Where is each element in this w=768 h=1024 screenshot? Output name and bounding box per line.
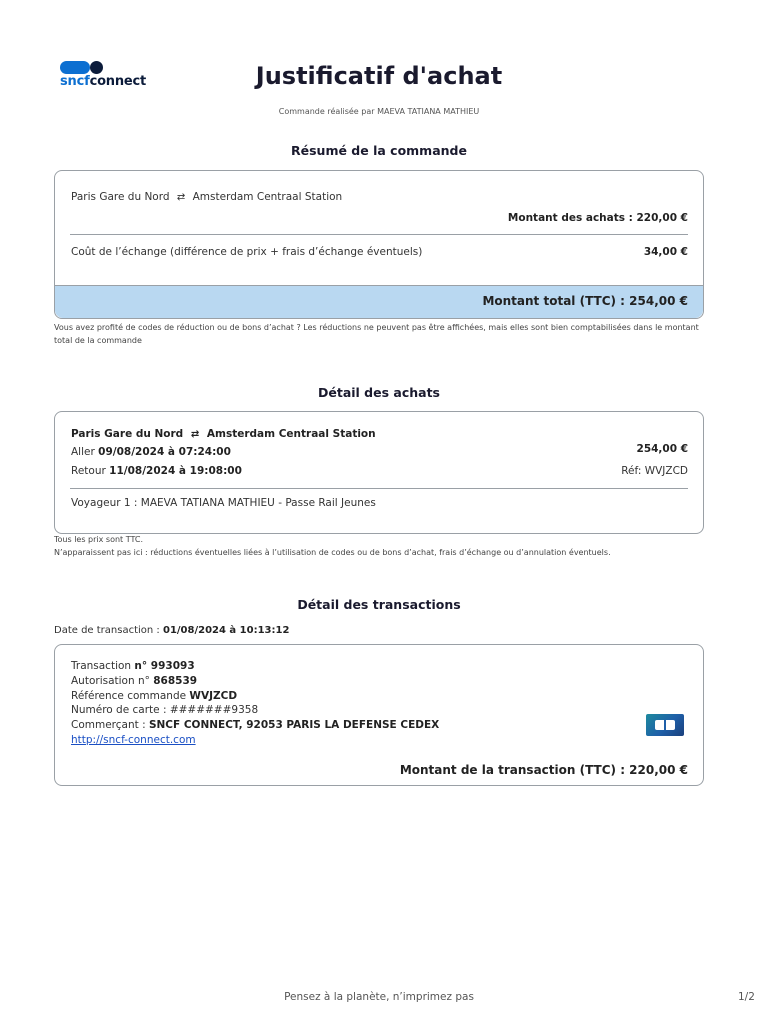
booking-reference: Réf: WVJZCD (621, 465, 688, 477)
transaction-date (54, 625, 289, 636)
details-route-destination: Amsterdam Centraal Station (206, 428, 376, 440)
purchase-price: 254,00 € (636, 443, 688, 455)
details-section-title: Détail des achats (318, 385, 440, 400)
return-trip (71, 465, 242, 477)
cb-card-icon (646, 714, 684, 736)
discount-note: Vous avez profité de codes de réduction ou de bons d’achat ? Les réductions ne peuvent pas être affichées, mais elles sont bien comptabilisées dans le montant total de la commande (54, 323, 699, 345)
page-subtitle: Commande réalisée par MAEVA TATIANA MATHIEU (278, 107, 480, 116)
authorisation-value: 868539 (153, 674, 198, 687)
outbound-trip (71, 446, 231, 458)
transaction-box (54, 644, 704, 786)
outbound-label: Aller (71, 446, 95, 458)
authorisation-number (71, 674, 439, 689)
details-route-origin: Paris Gare du Nord (71, 428, 184, 440)
exchange-cost-label: Coût de l’échange (différence de prix + frais d’échange éventuels) (71, 246, 423, 258)
round-trip-arrow-icon: ⇄ (176, 192, 186, 203)
total-bar (55, 285, 703, 318)
traveler-info: Voyageur 1 : MAEVA TATIANA MATHIEU - Passe Rail Jeunes (71, 497, 376, 509)
route-destination: Amsterdam Centraal Station (192, 191, 343, 203)
transactions-section-title: Détail des transactions (297, 597, 461, 612)
prices-note-line1: Tous les prix sont TTC. (54, 535, 144, 544)
order-reference-label: Référence commande (71, 689, 190, 702)
details-route (71, 428, 376, 440)
merchant (71, 718, 439, 733)
order-summary-box (54, 170, 704, 319)
page-title: Justificatif d'achat (255, 62, 503, 90)
merchant-value: SNCF CONNECT, 92053 PARIS LA DEFENSE CEDEX (148, 719, 440, 732)
return-label: Retour (71, 465, 106, 477)
exchange-cost-amount: 34,00 € (643, 246, 688, 258)
authorisation-label: Autorisation n° (71, 674, 154, 687)
details-divider (70, 488, 688, 489)
purchase-details-box (54, 411, 704, 534)
sncf-connect-link[interactable]: http://sncf-connect.com (71, 733, 196, 746)
prices-note-line2: N’apparaissent pas ici : réductions éventuelles liées à l’utilisation de codes ou de bons d’achat, frais d’échange ou d’annulation éventuels. (54, 547, 611, 557)
footer-message: Pensez à la planète, n’imprimez pas (284, 991, 474, 1003)
cb-mark (655, 720, 675, 730)
transaction-date-label: Date de transaction : (54, 625, 163, 636)
transaction-number-label: Transaction (71, 660, 135, 672)
order-reference (71, 689, 439, 704)
total-amount: Montant total (TTC) : 254,00 € (482, 294, 688, 308)
transaction-date-value: 01/08/2024 à 10:13:12 (162, 625, 290, 636)
transaction-amount: Montant de la transaction (TTC) : 220,00 € (399, 763, 688, 777)
merchant-label: Commerçant : (71, 719, 149, 732)
order-reference-value: WVJZCD (189, 689, 238, 702)
summary-route (71, 191, 342, 203)
summary-divider (70, 234, 688, 235)
logo-text: sncfconnect (60, 74, 147, 89)
return-datetime: 11/08/2024 à 19:08:00 (109, 465, 242, 477)
route-origin: Paris Gare du Nord (71, 191, 170, 203)
page-number: 1/2 (738, 991, 755, 1003)
prices-note (54, 534, 611, 559)
transaction-number-value: n° 993093 (134, 660, 195, 672)
summary-section-title: Résumé de la commande (291, 143, 467, 158)
transaction-number (71, 659, 439, 674)
card-number: Numéro de carte : #######9358 (71, 704, 259, 717)
purchases-amount: Montant des achats : 220,00 € (507, 212, 688, 224)
outbound-datetime: 09/08/2024 à 07:24:00 (98, 446, 231, 458)
details-round-trip-arrow-icon: ⇄ (190, 429, 200, 440)
transaction-lines (71, 659, 439, 748)
